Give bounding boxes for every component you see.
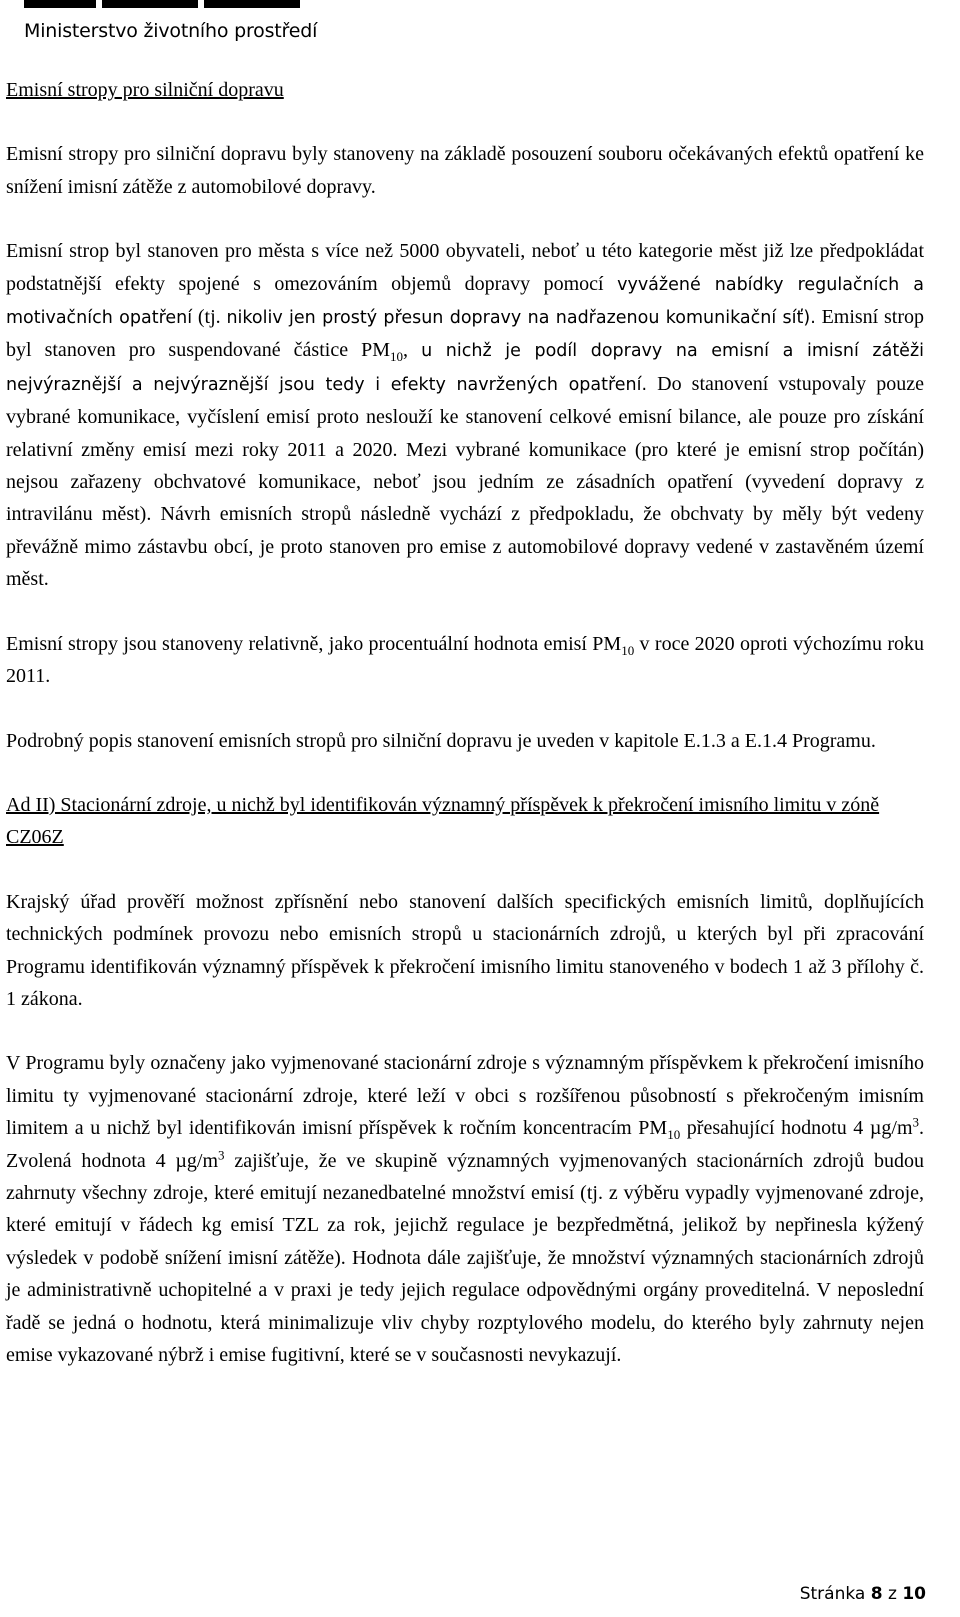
header-bar [204,0,300,8]
paragraph-text: , [403,339,422,362]
paragraph [6,1047,924,1371]
paragraph [6,886,924,1016]
paragraph [6,138,924,203]
paragraph-text: vyvážené nabídky regulačních a motivačních opatření [6,274,924,329]
paragraph-text: Emisní stropy pro silniční dopravu byly stanoveny na základě posouzení souboru očekávaných efektů opatření ke snížení imisní zátěže z automobilové dopravy. [6,143,924,198]
paragraph [6,628,924,693]
document-body [6,74,924,1403]
current-page: 8 [870,1584,883,1604]
paragraph-text: . Zvolená hodnota 4 µg/m [6,1117,925,1172]
header-bar [102,0,198,8]
page-number [800,1584,926,1604]
section-heading: Emisní stropy pro silniční dopravu [6,79,284,101]
paragraph-text: Emisní strop byl stanoven pro města s více než 5000 obyvateli, neboť u této kategorie měst již lze předpokládat podstatnější efekty spojené s omezováním objemů dopravy pomocí [6,240,924,295]
paragraph [6,725,924,757]
paragraph-text: Emisní strop byl stanoven pro suspendované částice PM [6,306,925,362]
paragraph-text: u nichž je podíl dopravy na emisní a imisní zátěži nejvýraznější a nejvýraznější jsou tedy i efekty navržených opatření. [6,341,924,395]
page-label: Stránka [799,1584,866,1604]
paragraph-text: přesahující hodnotu 4 µg/m [680,1117,913,1140]
paragraph-text: Podrobný popis stanovení emisních stropů pro silniční dopravu je uveden v kapitole E.1.3 a E.1.4 Programu. [6,729,876,752]
header-bars [24,0,300,8]
paragraph-text: Mezi vybrané komunikace (pro které je emisní strop počítán) nejsou zařazeny obchvatové komunikace, neboť jsou jedním ze zásadních opatření (vyvedení dopravy z intravilánu měst). Návrh emisních stropů následně vychází z předpokladu, že obchvaty by měly být vedeny převážně mimo zástavbu obcí, je proto stanoven pro emise z automobilové dopravy vedené v zastavěném území měst. [6,438,924,591]
subscript: 10 [621,642,635,658]
total-pages: 10 [902,1584,926,1604]
page-of: z [887,1584,897,1604]
superscript: 3 [912,1114,920,1130]
paragraph-text: v roce 2020 oproti výchozímu roku 2011. [6,632,924,688]
header-bar [24,0,96,8]
subscript: 10 [390,349,404,365]
paragraph-text: nikoliv jen prostý přesun dopravy na nadřazenou komunikační síť). [226,308,816,329]
superscript: 3 [218,1146,225,1162]
ministry-name: Ministerstvo životního prostředí [24,20,318,42]
paragraph-text: Krajský úřad prověří možnost zpřísnění nebo stanovení dalších specifických emisních limitů, doplňujících technických podmínek provozu nebo emisních stropů u stacionárních zdrojů, u kterých byl při zpracování Programu identifikován významný příspěvek k překročení imisního limitu stanoveného v bodech 1 až 3 přílohy č. 1 zákona. [6,890,924,1010]
paragraph-text: Do stanovení vstupovaly pouze vybrané komunikace, vyčíslení emisí proto neslouží ke stanovení celkové emisní bilance, ale pouze pro získání relativní změny emisí mezi roky 2011 a 2020. [6,372,925,461]
subscript: 10 [667,1127,681,1143]
paragraph-text: (tj. [192,306,227,329]
paragraph-text: V Programu byly označeny jako vyjmenované stacionární zdroje s významným příspěvkem k překročení imisního limitu ty vyjmenované stacionární zdroje, které leží v obci s rozšířenou působností s překročeným imisním limitem a u nichž byl identifikován imisní příspěvek k ročním koncentracím PM [6,1052,924,1140]
paragraph-text: zajišťuje, že ve skupině významných vyjmenovaných stacionárních zdrojů budou zahrnuty všechny zdroje, které emitují nezanedbatelné množství emisí (tj. z výběru vypadly vyjmenované zdroje, které emitují v řádech kg emisí TZL za rok, jejichž regulace je bezpředmětná, jelikož by nepřinesla kýžený výsledek v podobě snížení imisní zátěže). Hodnota dále zajišťuje, že množství významných stacionárních zdrojů je administrativně uchopitelné a v praxi je tedy jejich regulace odpovědnými orgány proveditelná. V neposlední řadě se jedná o hodnotu, která minimalizuje vliv chyby rozptylového modelu, do kterého byly zahrnuty nejen emise vykazované nýbrž i emise fugitivní, které se v současnosti nevykazují. [6,1149,924,1366]
paragraph [6,235,924,595]
paragraph-text: Emisní stropy jsou stanoveny relativně, jako procentuální hodnota emisí PM [6,632,622,655]
section-heading: Ad II) Stacionární zdroje, u nichž byl identifikován významný příspěvek k překročení imisního limitu v zóně CZ06Z [6,793,880,849]
